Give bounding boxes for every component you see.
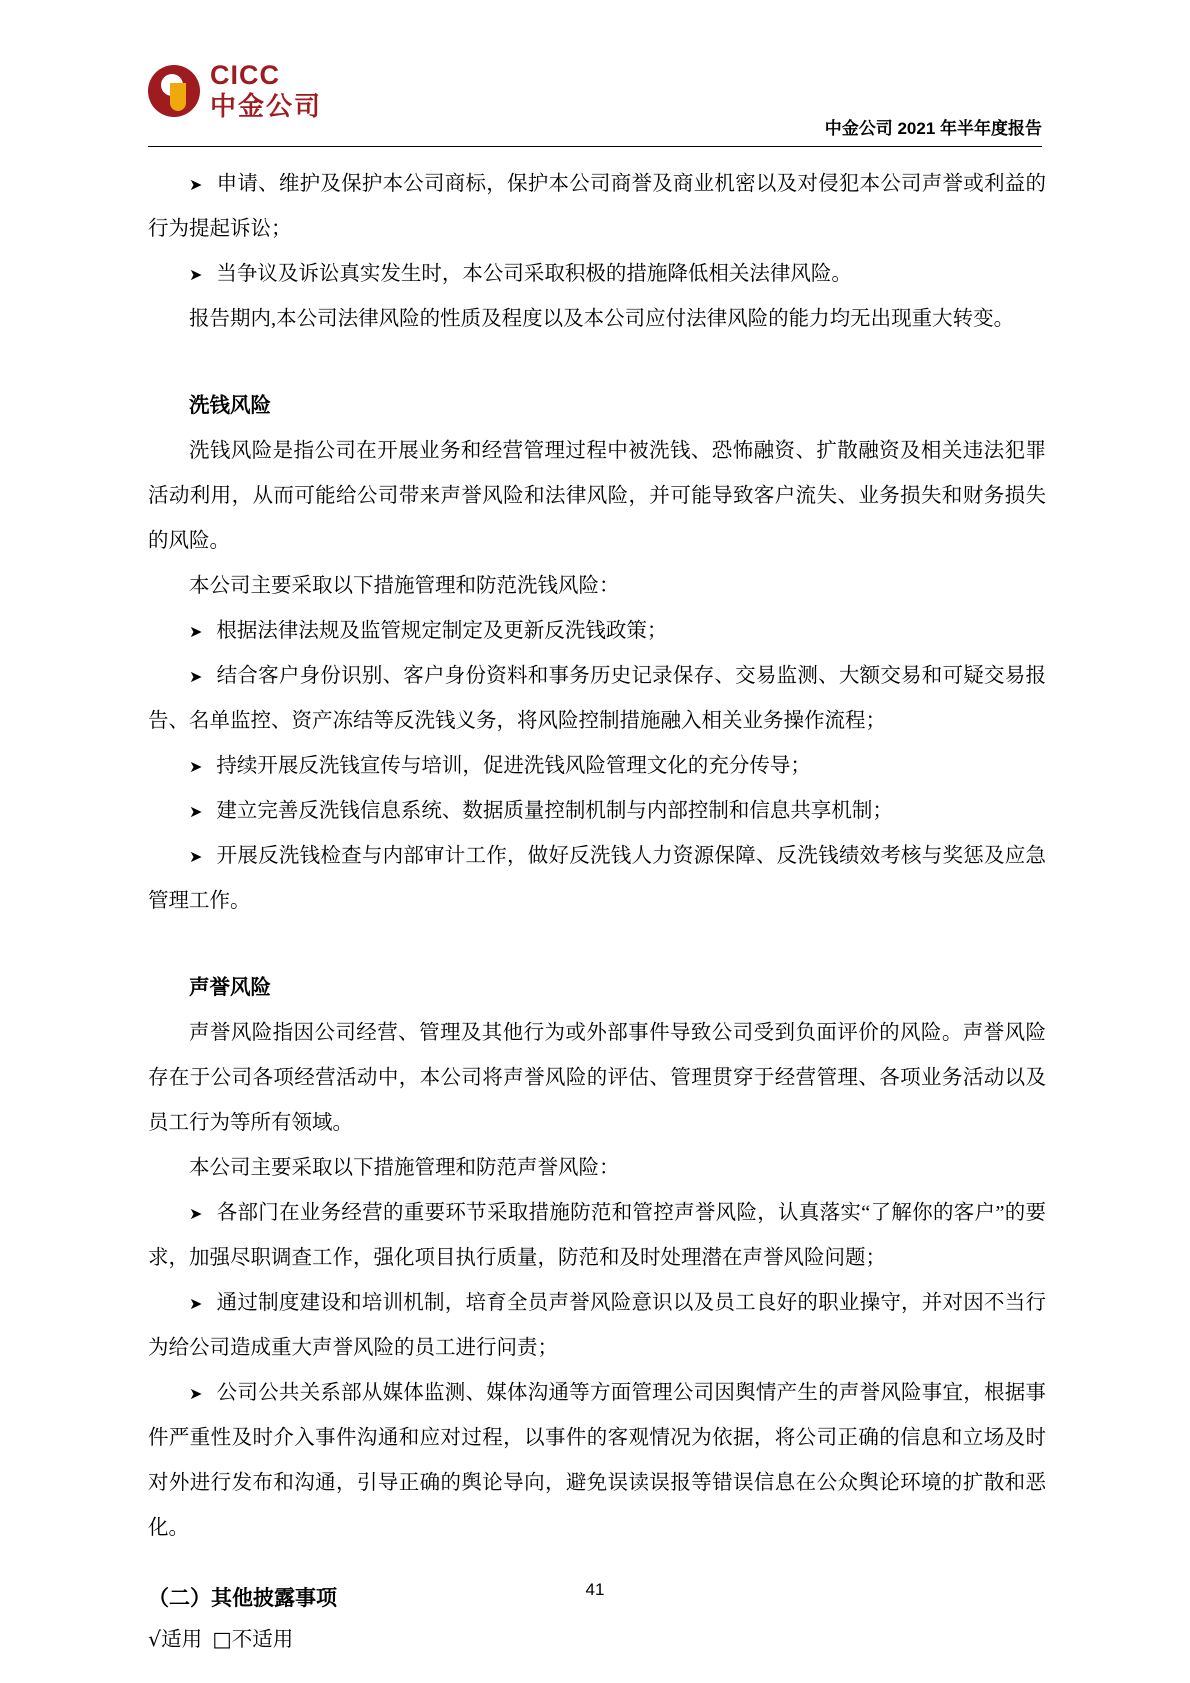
list-item bbox=[148, 744, 1046, 789]
page-number: 41 bbox=[585, 1580, 605, 1599]
applicable-label: 适用 bbox=[161, 1629, 203, 1651]
list-item-text: 结合客户身份识别、客户身份资料和事务历史记录保存、交易监测、大额交易和可疑交易报告、名单监控、资产冻结等反洗钱义务，将风险控制措施融入相关业务操作流程； bbox=[148, 665, 1046, 732]
cicc-logo bbox=[148, 62, 322, 119]
paragraph-money-laundering-measures-lead: 本公司主要采取以下措施管理和防范洗钱风险： bbox=[189, 575, 620, 597]
checked-box-icon: √ bbox=[148, 1627, 162, 1651]
bullet-arrow-icon: ➤ bbox=[189, 1384, 203, 1403]
bullet-arrow-icon: ➤ bbox=[189, 265, 203, 284]
list-item bbox=[148, 1371, 1046, 1551]
header-divider bbox=[148, 146, 1042, 147]
paragraph-money-laundering-intro: 洗钱风险是指公司在开展业务和经营管理过程中被洗钱、恐怖融资、扩散融资及相关违法犯罪活动利用，从而可能给公司带来声誉风险和法律风险，并可能导致客户流失、业务损失和财务损失的风险。 bbox=[148, 440, 1046, 552]
section-spacer bbox=[148, 924, 1046, 966]
paragraph-reputation-intro: 声誉风险指因公司经营、管理及其他行为或外部事件导致公司受到负面评价的风险。声誉风险存在于公司各项经营活动中，本公司将声誉风险的评估、管理贯穿于经营管理、各项业务活动以及员工行为等所有领域。 bbox=[148, 1022, 1046, 1134]
list-item bbox=[148, 252, 1046, 297]
list-item bbox=[148, 609, 1046, 654]
bullet-arrow-icon: ➤ bbox=[189, 622, 203, 641]
section-spacer bbox=[148, 342, 1046, 384]
section-heading-money-laundering: 洗钱风险 bbox=[189, 395, 271, 417]
document-body bbox=[148, 162, 1046, 1660]
bullet-arrow-icon: ➤ bbox=[189, 667, 203, 686]
list-item-text: 当争议及诉讼真实发生时，本公司采取积极的措施降低相关法律风险。 bbox=[216, 263, 852, 285]
bullet-arrow-icon: ➤ bbox=[189, 1294, 203, 1313]
section-spacer bbox=[148, 1551, 1046, 1577]
list-item-text: 通过制度建设和培训机制，培育全员声誉风险意识以及员工良好的职业操守，并对因不当行为给公司造成重大声誉风险的员工进行问责； bbox=[148, 1292, 1046, 1359]
not-applicable-label: 不适用 bbox=[231, 1629, 294, 1651]
list-item-text: 根据法律法规及监管规定制定及更新反洗钱政策； bbox=[216, 620, 668, 642]
list-item-text: 各部门在业务经营的重要环节采取措施防范和管控声誉风险，认真落实“了解你的客户”的要求，加强尽职调查工作，强化项目执行质量，防范和及时处理潜在声誉风险问题； bbox=[148, 1202, 1046, 1269]
cicc-logo-icon bbox=[148, 65, 200, 117]
list-item bbox=[148, 1191, 1046, 1281]
page-header bbox=[148, 62, 1042, 140]
applicability-line bbox=[148, 1619, 1046, 1660]
list-item bbox=[148, 834, 1046, 924]
empty-box-icon: □ bbox=[212, 1627, 232, 1651]
logo-text bbox=[210, 62, 322, 119]
logo-chinese-name: 中金公司 bbox=[210, 91, 323, 121]
list-item bbox=[148, 1281, 1046, 1371]
heading-other-disclosure: （二）其他披露事项 bbox=[148, 1586, 337, 1610]
list-item bbox=[148, 654, 1046, 744]
list-item-text: 申请、维护及保护本公司商标，保护本公司商誉及商业机密以及对侵犯本公司声誉或利益的行为提起诉讼； bbox=[148, 173, 1046, 240]
logo-english-name: CICC bbox=[210, 60, 280, 90]
list-item-text: 公司公共关系部从媒体监测、媒体沟通等方面管理公司因舆情产生的声誉风险事宜，根据事件严重性及时介入事件沟通和应对过程，以事件的客观情况为依据，将公司正确的信息和立场及时对外进行发布和沟通，引导正确的舆论导向，避免误读误报等错误信息在公众舆论环境的扩散和恶化。 bbox=[148, 1382, 1046, 1539]
bullet-arrow-icon: ➤ bbox=[189, 1204, 203, 1223]
bullet-arrow-icon: ➤ bbox=[189, 757, 203, 776]
paragraph-legal-risk-summary: 报告期内,本公司法律风险的性质及程度以及本公司应付法律风险的能力均无出现重大转变。 bbox=[189, 308, 1015, 330]
paragraph-reputation-measures-lead: 本公司主要采取以下措施管理和防范声誉风险： bbox=[189, 1157, 620, 1179]
bullet-arrow-icon: ➤ bbox=[189, 847, 203, 866]
list-item bbox=[148, 162, 1046, 252]
list-item-text: 持续开展反洗钱宣传与培训，促进洗钱风险管理文化的充分传导； bbox=[216, 755, 811, 777]
list-item-text: 开展反洗钱检查与内部审计工作，做好反洗钱人力资源保障、反洗钱绩效考核与奖惩及应急管理工作。 bbox=[148, 845, 1046, 912]
list-item bbox=[148, 789, 1046, 834]
header-report-title: 中金公司 2021 年半年度报告 bbox=[824, 119, 1042, 138]
bullet-arrow-icon: ➤ bbox=[189, 802, 203, 821]
list-item-text: 建立完善反洗钱信息系统、数据质量控制机制与内部控制和信息共享机制； bbox=[216, 800, 893, 822]
bullet-arrow-icon: ➤ bbox=[189, 175, 203, 194]
section-heading-reputation-risk: 声誉风险 bbox=[189, 977, 271, 999]
